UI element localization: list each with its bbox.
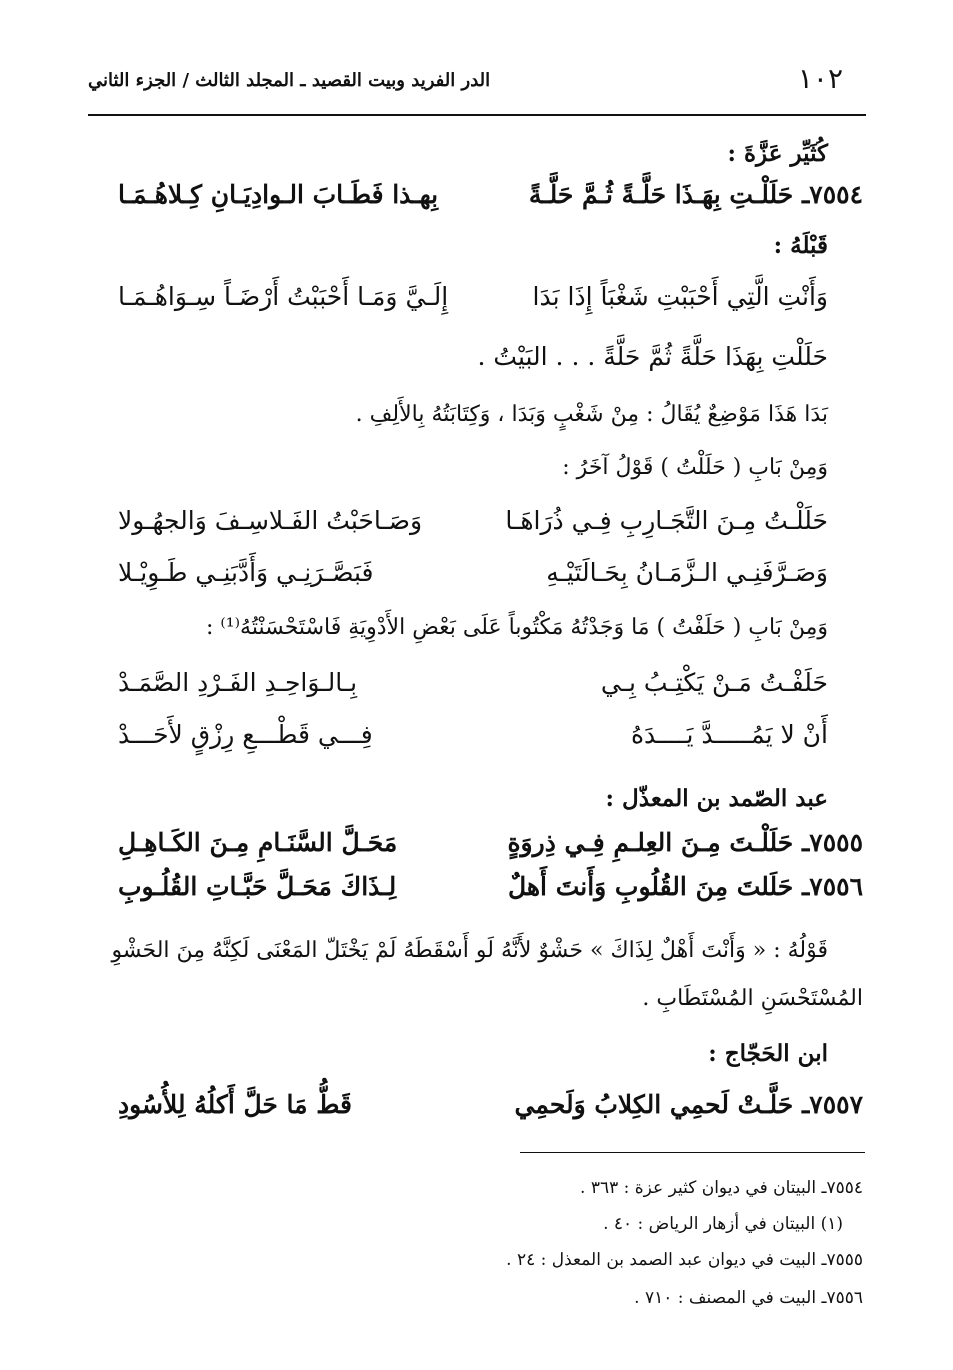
footnote-rule [520, 1152, 865, 1153]
poet-heading: ابن الحَجّاج : [708, 1040, 828, 1067]
verse-hemistich-right: ٧٥٥٥ـ حَلَلْـتَ مِـنَ العِلـمِ فِـي ذِروَةٍ [507, 828, 863, 857]
commentary-line: قَوْلُهُ : « وَأَنْتَ أَهْلٌ لِذَاكَ » حَشْوٌ لأَنَّهُ لَو أَسْقَطَهُ لَمْ يَخْتَلّ المَعْنَى لَكِنَّهُ مِنَ الحَشْوِ [111, 938, 828, 963]
verse-hemistich-left: بِـالـوَاحِـدِ الفَـرْدِ الصَّمَـدْ [118, 668, 358, 697]
commentary-line: المُسْتَحْسَنِ المُسْتَطَابِ . [642, 986, 863, 1011]
verse-hemistich-right: ٧٥٥٤ـ حَلَلْـتِ بِهَـذَا حَلَّـةً ثُـمَّ حَلَّـةً [528, 180, 863, 209]
verse-hemistich-right: ٧٥٥٦ـ حَلَلتَ مِنَ القُلُوبِ وَأَنتَ أَهلٌ [507, 872, 863, 901]
poet-heading: كُثَيِّر عَزَّةَ : [727, 140, 828, 167]
prose-intro: وَمِنْ بَابِ ( حَلَلْتُ ) قَوْلُ آخَرُ : [562, 455, 828, 480]
verse-hemistich-left: مَحَـلَّ السَّنَـامِ مِـنَ الكَـاهِـلِ [118, 828, 398, 857]
footnote: ٧٥٥٦ـ البيت في المصنف : ٧١٠ . [634, 1288, 863, 1308]
prose-note: بَدَا هَذَا مَوْضِعٌ يُقَالُ : مِنْ شَغْبٍ وَبَدَا ، وَكِتَابَتُهُ بِالأَلِفِ . [355, 402, 828, 427]
poet-heading: عبد الصّمد بن المعذّل : [605, 785, 828, 812]
verse-hemistich-left: إِلَـيَّ وَمَـا أَحْبَبْتُ أَرْضَـاً سِـوَاهُـمَـا [118, 282, 449, 311]
verse-hemistich-right: وَصَـرَّفَنِـي الـزَّمَـانُ بِحَـالَتَيْـهِ [546, 558, 828, 587]
verse-hemistich-left: بِهـذا فَطَـابَ الـوادِيَـانِ كِـلاهُـمَـا [118, 180, 439, 209]
verse-hemistich-left: فَبَصَّـرَنِـي وَأَدَّبَنِـي طَـوِيْـلا [118, 558, 374, 587]
header-rule [88, 114, 866, 116]
verse-hemistich-left: قَطُّ مَا حَلَّ أَكلُهُ لِلأُسُودِ [118, 1090, 352, 1119]
verse-hemistich-right: وَأَنْتِ الَّتِي أَحْبَبْتِ شَغْبَاً إِذَا بَدَا [532, 282, 828, 311]
quoted-line: حَلَلْتِ بِهَذَا حَلَّةً ثُمَّ حَلَّةً . . . البَيْتُ . [477, 342, 828, 371]
running-title: الدر الفريد وبيت القصيد ـ المجلد الثالث / الجزء الثاني [88, 70, 491, 91]
verse-hemistich-left: لِـذَاكَ مَحَـلَّ حَبَّـاتِ القُلُـوبِ [118, 872, 397, 901]
verse-hemistich-left: فِـــي قَطْـــعِ رِزْقٍ لأَحَـــدْ [118, 720, 373, 749]
footnote: (١) البيتان في أزهار الرياض : ٤٠ . [603, 1214, 843, 1234]
footnote: ٧٥٥٤ـ البيتان في ديوان كثير عزة : ٣٦٣ . [580, 1178, 863, 1198]
verse-hemistich-left: وَصَـاحَبْتُ الفَـلاسِـفَ وَالجهُـولا [118, 506, 423, 535]
verse-hemistich-right: ٧٥٥٧ـ حَلَّـتْ لَحمِي الكِلابُ وَلَحمِي [514, 1090, 863, 1119]
page-number: ١٠٢ [797, 62, 843, 95]
verse-hemistich-right: حَلَلْـتُ مِـنَ التَّجَـارِبِ فِـي ذُرَاهَـا [505, 506, 828, 535]
verse-hemistich-right: حَلَفْـتُ مَـنْ يَكْتِـبُ بِـي [600, 668, 828, 697]
footnote: ٧٥٥٥ـ البيت في ديوان عبد الصمد بن المعذل : ٢٤ . [506, 1250, 863, 1270]
verse-hemistich-right: أَنْ لا يَمُـــــدَّ يَــــدَهُ [630, 720, 828, 749]
section-label: قَبْلَهُ : [773, 232, 828, 259]
prose-intro: وَمِنْ بَابِ ( حَلَفْتُ ) مَا وَجَدْتُهُ مَكْتُوباً عَلَى بَعْضِ الأَدْوِيَةِ فَاسْتَحْسَنْتُهُ⁽¹⁾ : [205, 615, 828, 640]
